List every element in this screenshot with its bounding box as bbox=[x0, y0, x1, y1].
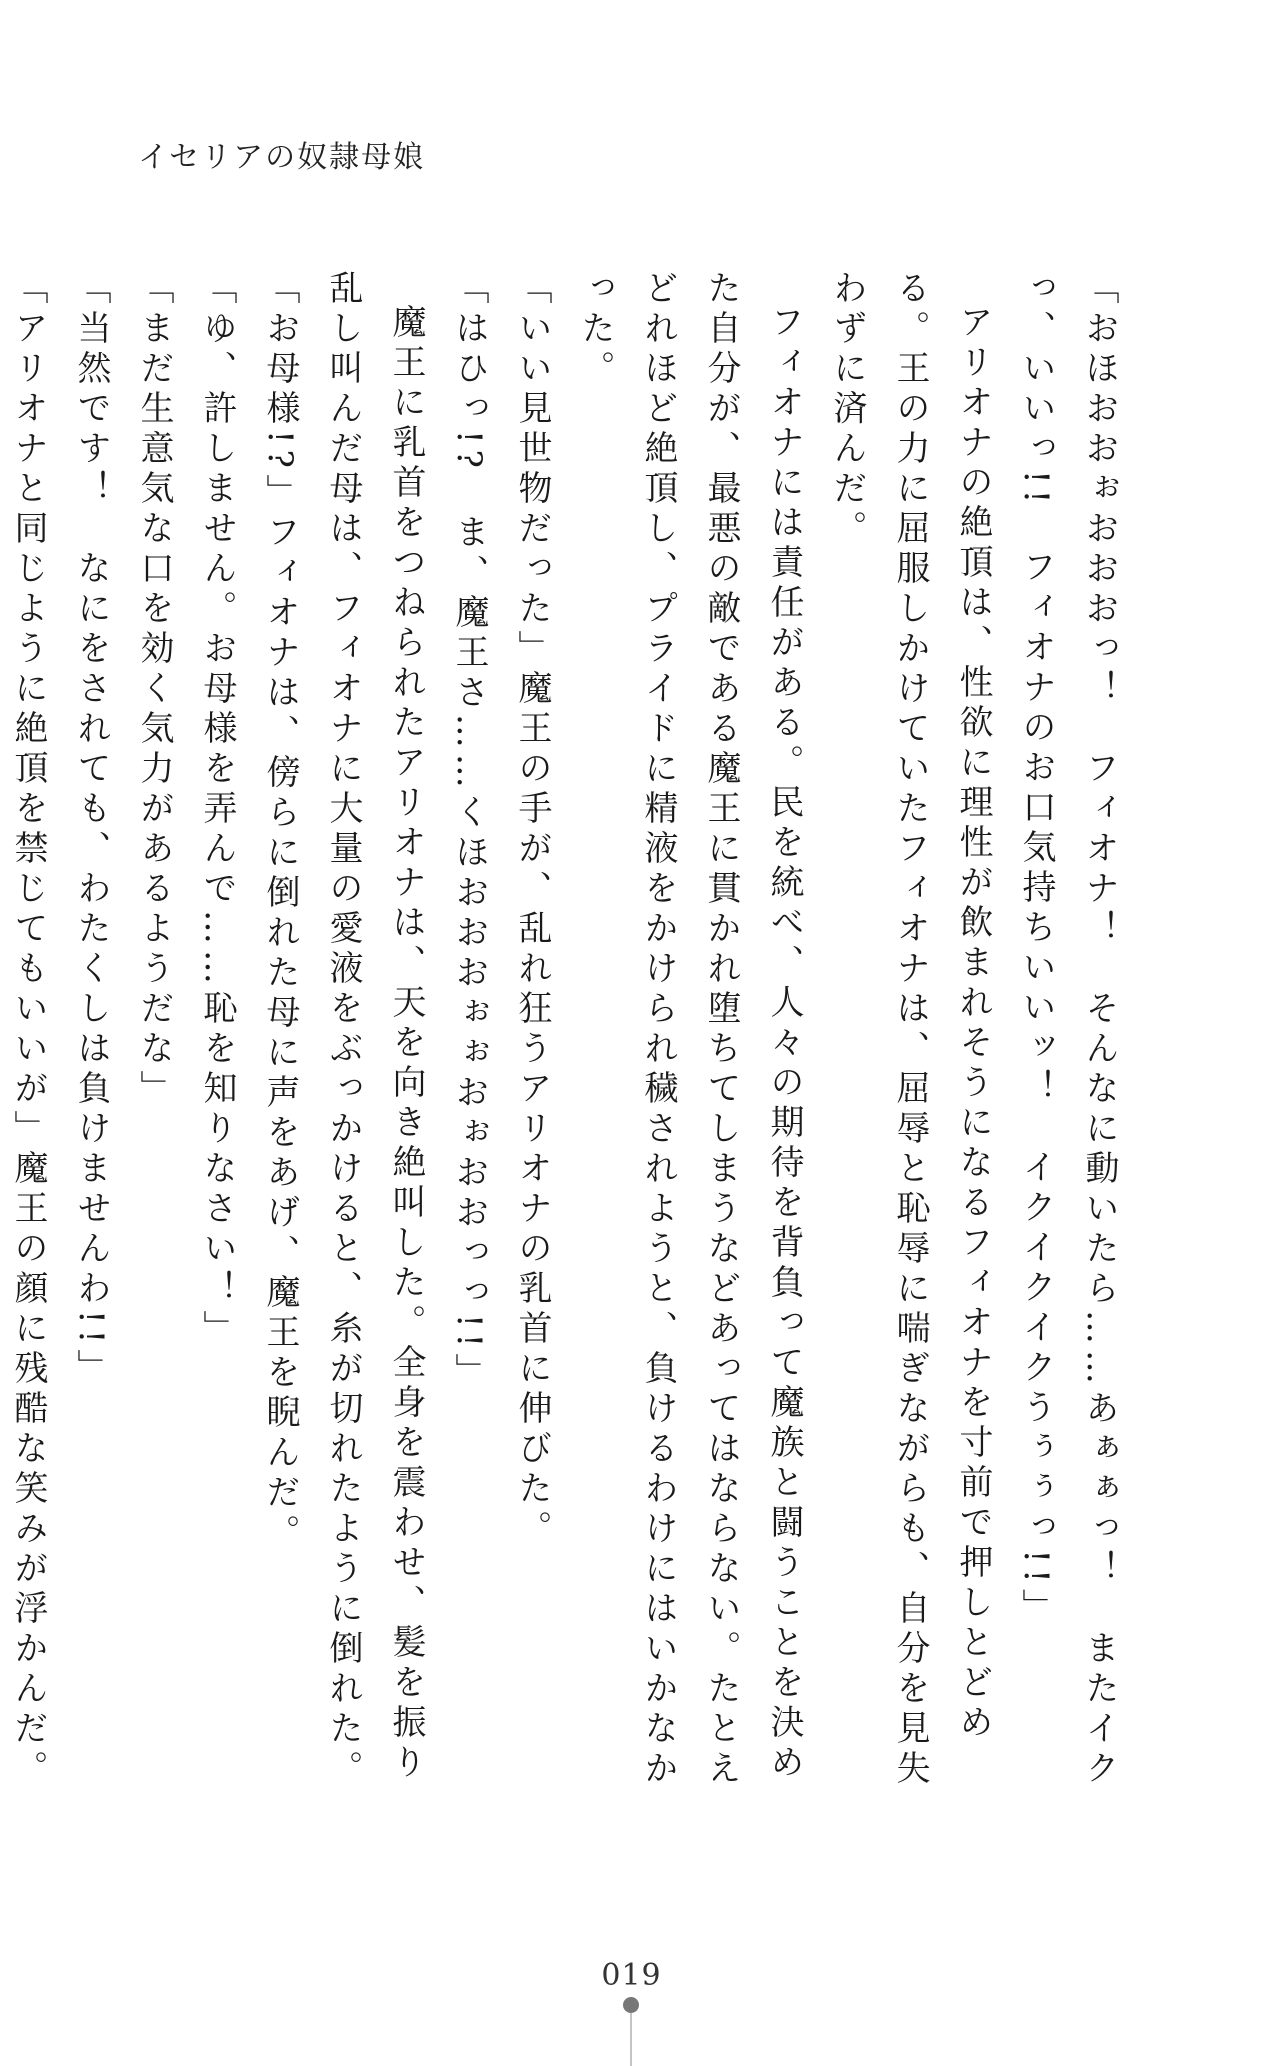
paragraph-4: 「いい見世物だった」魔王の手が、乱れ狂うアリオナの乳首に伸びた。 bbox=[512, 270, 552, 1550]
page-marker-line bbox=[631, 2013, 632, 2066]
paragraph-11: 「アリオナと同じように絶頂を禁じてもいいが」魔王の顔に残酷な笑みが浮かんだ。 bbox=[8, 270, 48, 1790]
paragraph-3: フィオナには責任がある。民を統べ、人々の期待を背負って魔族と闘うことを決めた自分が、最悪の敵である魔王に貫かれ堕ちてしまうなどあってはならない。たとえどれほど絶頂し、プライドに精液をかけられ穢されようと、負けるわけにはいかなかった。 bbox=[575, 270, 804, 1790]
page-marker-dot bbox=[623, 1997, 639, 2013]
paragraph-8: 「ゆ、許しません。お母様を弄んで……恥を知りなさい！」 bbox=[197, 270, 237, 1350]
running-header: イセリアの奴隷母娘 bbox=[138, 140, 426, 175]
paragraph-5: 「はひっ!? ま、魔王さ……くほおおおぉぉおぉおおっっ!!」 bbox=[449, 270, 489, 1394]
paragraph-6: 魔王に乳首をつねられたアリオナは、天を向き絶叫した。全身を震わせ、髪を振り乱し叫んだ母は、フィオナに大量の愛液をぶっかけると、糸が切れたように倒れた。 bbox=[323, 270, 426, 1790]
paragraph-2: アリオナの絶頂は、性欲に理性が飲まれそうになるフィオナを寸前で押しとどめる。王の力に屈服しかけていたフィオナは、屈辱と恥辱に喘ぎながらも、自分を見失わずに済んだ。 bbox=[827, 270, 993, 1790]
body-text bbox=[8, 270, 1130, 1815]
page-number: 019 bbox=[601, 1958, 662, 1993]
paragraph-9: 「まだ生意気な口を効く気力があるようだな」 bbox=[134, 270, 174, 1110]
paragraph-7: 「お母様!?」フィオナは、傍らに倒れた母に声をあげ、魔王を睨んだ。 bbox=[260, 270, 300, 1554]
paragraph-10: 「当然です！ なにをされても、わたくしは負けませんわ!!」 bbox=[71, 270, 111, 1390]
paragraph-1: 「おほおおぉおおおっ！ フィオナ！ そんなに動いたら……あぁぁっ！ またイクっ、いいっ!! フィオナのお口気持ちいいッ！ イクイクイクうぅぅっ!!」 bbox=[1016, 270, 1119, 1790]
